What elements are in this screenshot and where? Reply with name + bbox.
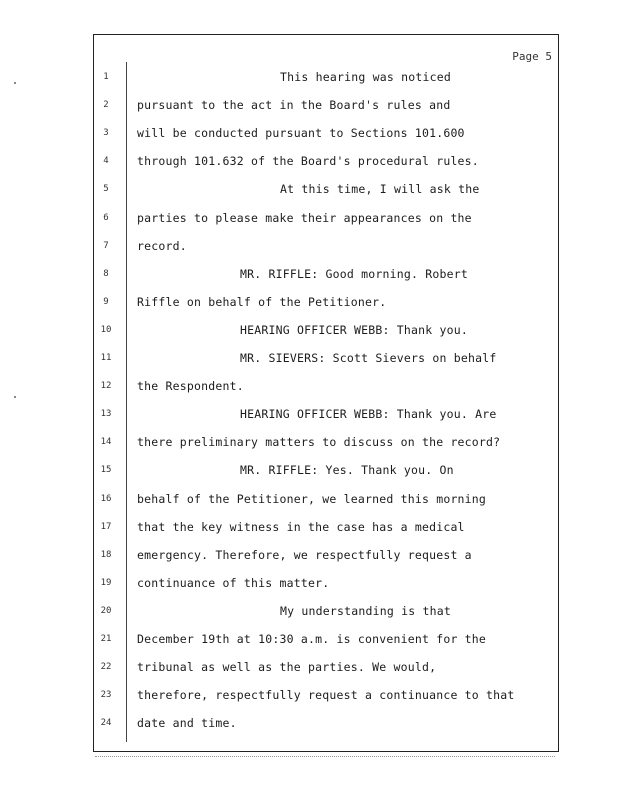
line-number: 24: [100, 718, 112, 729]
line-text: My understanding is that: [280, 603, 451, 618]
transcript-line: [0, 126, 618, 142]
line-number: 3: [103, 128, 109, 139]
transcript-line: [0, 351, 618, 367]
line-text: parties to please make their appearances on the: [137, 210, 472, 225]
line-text: through 101.632 of the Board's procedural rules.: [137, 154, 479, 169]
line-number: 9: [103, 296, 109, 307]
line-text: HEARING OFFICER WEBB: Thank you.: [240, 322, 468, 337]
line-text: therefore, respectfully request a continuance to that: [137, 688, 515, 703]
line-text: Riffle on behalf of the Petitioner.: [137, 294, 387, 309]
line-text: that the key witness in the case has a medical: [137, 519, 465, 534]
line-text: MR. SIEVERS: Scott Sievers on behalf: [240, 351, 497, 365]
line-number: 23: [100, 690, 112, 701]
line-text: This hearing was noticed: [280, 70, 451, 84]
line-number: 14: [100, 437, 112, 448]
transcript-line: [0, 660, 618, 676]
page-number: Page 5: [512, 50, 552, 63]
line-text: MR. RIFFLE: Yes. Thank you. On: [240, 463, 454, 478]
line-number: 20: [100, 605, 112, 616]
transcript-line: [0, 548, 618, 564]
transcript-line: [0, 716, 618, 732]
line-number: 21: [100, 634, 112, 644]
line-number: 18: [100, 549, 112, 560]
line-number: 5: [103, 184, 109, 195]
line-number: 22: [100, 662, 112, 673]
transcript-line: [0, 688, 618, 704]
line-text: At this time, I will ask the: [280, 182, 480, 197]
line-number: 16: [100, 493, 112, 504]
scan-bottom-noise: [95, 756, 555, 757]
transcript-line: [0, 520, 618, 536]
transcript-line: [0, 492, 618, 508]
line-text: behalf of the Petitioner, we learned this morning: [137, 491, 487, 506]
line-text: there preliminary matters to discuss on the record?: [137, 435, 501, 450]
line-text: December 19th at 10:30 a.m. is convenient for the: [137, 632, 487, 646]
transcript-line: [0, 604, 618, 620]
transcript-line: [0, 70, 618, 86]
line-number: 15: [100, 465, 112, 476]
transcript-line: [0, 154, 618, 170]
transcript-line: [0, 98, 618, 114]
line-number: 7: [103, 240, 109, 251]
line-text: will be conducted pursuant to Sections 101.600: [137, 126, 465, 141]
line-number: 12: [100, 381, 112, 392]
scan-speck: [14, 82, 16, 84]
transcript-line: [0, 435, 618, 451]
line-text: the Respondent.: [137, 379, 244, 394]
transcript-line: [0, 239, 618, 255]
line-number: 4: [103, 156, 109, 167]
line-number: 17: [100, 521, 112, 532]
transcript-line: [0, 576, 618, 592]
line-number: 19: [100, 577, 112, 588]
transcript-line: [0, 211, 618, 227]
line-text: record.: [137, 238, 187, 253]
transcript-line: [0, 379, 618, 395]
line-number: 8: [103, 268, 109, 279]
transcript-line: [0, 295, 618, 311]
line-text: pursuant to the act in the Board's rules and: [137, 98, 451, 113]
line-text: emergency. Therefore, we respectfully request a: [137, 547, 472, 562]
transcript-line: [0, 632, 618, 648]
line-text: MR. RIFFLE: Good morning. Robert: [240, 266, 468, 281]
line-number: 6: [103, 212, 109, 223]
line-text: tribunal as well as the parties. We would,: [137, 660, 437, 675]
line-number: 1: [103, 72, 109, 82]
transcript-line: [0, 182, 618, 198]
transcript-line: [0, 267, 618, 283]
transcript-line: [0, 407, 618, 423]
line-text: date and time.: [137, 716, 237, 731]
line-number: 2: [103, 100, 109, 111]
transcript-line: [0, 463, 618, 479]
line-text: continuance of this matter.: [137, 575, 330, 590]
line-text: HEARING OFFICER WEBB: Thank you. Are: [240, 407, 497, 422]
scan-speck: [14, 396, 16, 398]
line-number: 13: [100, 409, 112, 420]
line-number: 10: [100, 324, 112, 335]
transcript-line: [0, 323, 618, 339]
line-number: 11: [100, 353, 112, 363]
